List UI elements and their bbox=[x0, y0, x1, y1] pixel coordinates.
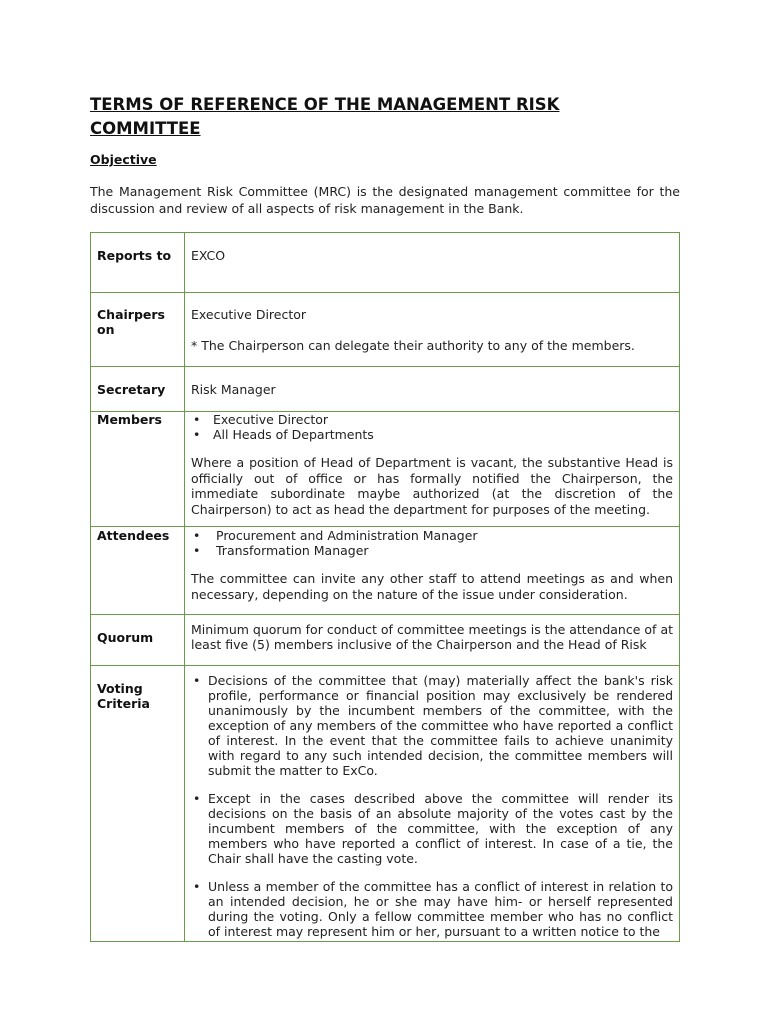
members-note: Where a position of Head of Department is vacant, the substantive Head is officially out of office or has formally notified the Chairperson, the immediate subordinate maybe authorized (at the discretion of the Chairperson) to act as head the department for purposes of the meeting. bbox=[191, 455, 673, 517]
attendees-list bbox=[191, 528, 673, 558]
row-voting-criteria bbox=[91, 666, 680, 942]
attendees-note: The committee can invite any other staff to attend meetings as and when necessary, depending on the nature of the issue under consideration. bbox=[191, 571, 673, 602]
label-chairperson: Chairperson bbox=[97, 307, 165, 337]
intro-paragraph: The Management Risk Committee (MRC) is the designated management committee for the discussion and review of all aspects of risk management in the Bank. bbox=[90, 184, 680, 216]
voting-list bbox=[191, 673, 673, 939]
value-secretary: Risk Manager bbox=[191, 382, 276, 397]
document-title: TERMS OF REFERENCE OF THE MANAGEMENT RISK COMMITTEE bbox=[90, 95, 560, 138]
row-chairperson bbox=[91, 293, 680, 367]
chairperson-note: * The Chairperson can delegate their authority to any of the members. bbox=[191, 338, 635, 353]
list-item: • Except in the cases described above the committee will render its decisions on the basis of an absolute majority of the votes cast by the incumbent members of the committee, with the exception of any members who have reported a conflict of interest. In case of a tie, the Chair shall have the casting vote. bbox=[193, 791, 673, 866]
row-members bbox=[91, 412, 680, 527]
list-item: • Executive Director bbox=[193, 412, 329, 427]
list-item: • All Heads of Departments bbox=[193, 427, 374, 442]
value-chairperson: Executive Director bbox=[191, 307, 307, 322]
label-voting-criteria: Voting Criteria bbox=[97, 681, 150, 711]
row-attendees bbox=[91, 527, 680, 615]
list-item: • Unless a member of the committee has a conflict of interest in relation to an intended decision, he or she may have him- or herself represented during the voting. Only a fellow committee member who has no conflict of interest may represent him or her, pursuant to a written notice to the bbox=[193, 879, 673, 939]
label-attendees: Attendees bbox=[97, 528, 170, 543]
members-list bbox=[191, 412, 673, 442]
value-quorum: Minimum quorum for conduct of committee meetings is the attendance of at least five (5) members inclusive of the Chairperson and the Head of Risk bbox=[191, 622, 673, 652]
row-secretary bbox=[91, 367, 680, 412]
list-item: • Procurement and Administration Manager bbox=[193, 528, 478, 543]
value-reports-to: EXCO bbox=[191, 248, 226, 263]
label-members: Members bbox=[97, 412, 162, 427]
list-item: • Decisions of the committee that (may) materially affect the bank's risk profile, performance or financial position may exclusively be rendered unanimously by the incumbent members of the committee, with the exception of any members of the committee who have reported a conflict of interest. In the event that the committee fails to achieve unanimity with regard to any such intended decision, the committee members will submit the matter to ExCo. bbox=[193, 673, 673, 778]
row-reports-to bbox=[91, 233, 680, 293]
label-secretary: Secretary bbox=[97, 382, 166, 397]
list-item: • Transformation Manager bbox=[193, 543, 369, 558]
objective-heading: Objective bbox=[90, 152, 157, 167]
label-reports-to: Reports to bbox=[97, 248, 172, 263]
label-quorum: Quorum bbox=[97, 630, 154, 645]
terms-table bbox=[90, 232, 680, 942]
row-quorum bbox=[91, 615, 680, 666]
